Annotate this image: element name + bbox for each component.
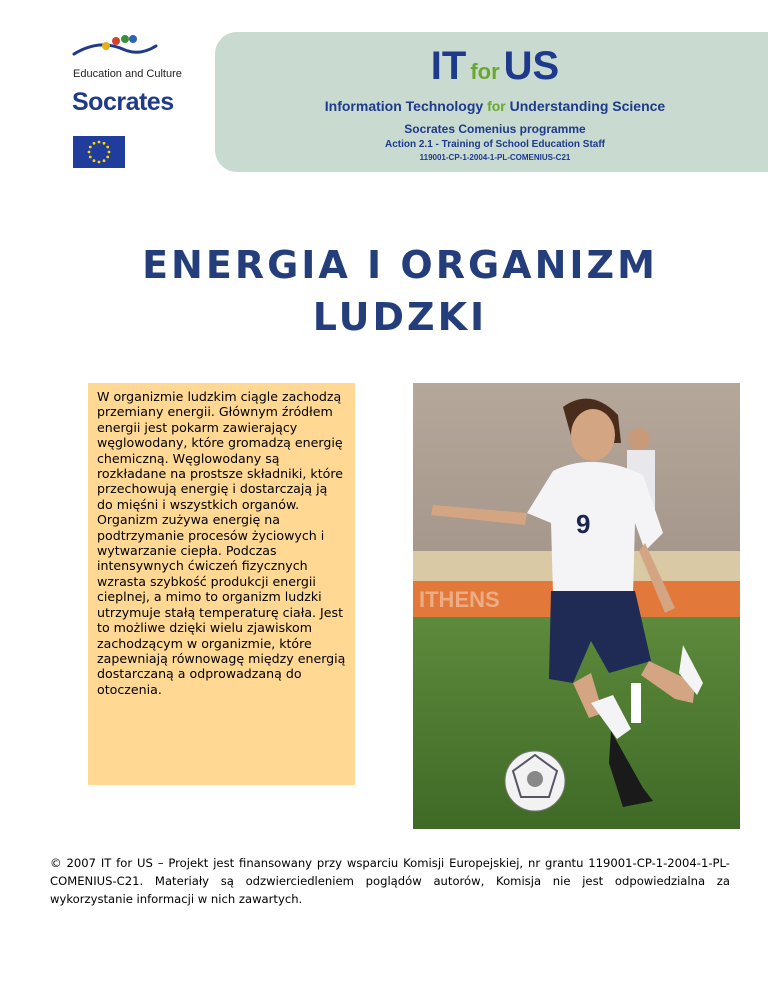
programme-name: Socrates Comenius programme xyxy=(404,122,586,136)
soccer-player-photo xyxy=(413,383,740,829)
org-label: Education and Culture xyxy=(73,68,182,80)
svg-text:ITHENS: ITHENS xyxy=(419,587,500,612)
brand-it: IT xyxy=(430,44,467,88)
eu-flag-icon xyxy=(73,136,125,168)
brand-us: US xyxy=(503,44,560,88)
program-logo: Socrates xyxy=(72,88,174,116)
page-title xyxy=(40,240,760,343)
programme-code: 119001-CP-1-2004-1-PL-COMENIUS-C21 xyxy=(419,153,571,162)
programme-action: Action 2.1 - Training of School Education Staff xyxy=(384,139,605,150)
socrates-swoosh-logo xyxy=(70,32,160,62)
title-line-1: ENERGIA I ORGANIZM xyxy=(142,243,658,287)
footer-copyright: © 2007 IT for US – Projekt jest finansowany przy wsparciu Komisji Europejskiej, nr grantu 119001-CP-1-2004-1-PL-COMENIUS-C21. Materiały są odzwierciedleniem poglądów autorów, Komisja nie jest odpowiedzialna za wykorzystanie informacji w nich zawartych. xyxy=(50,856,730,906)
brand-title xyxy=(215,44,768,89)
header-banner xyxy=(215,32,768,172)
brand-subtitle: Information Technology for Understanding Science xyxy=(324,98,666,114)
brand-for: for xyxy=(470,59,500,84)
info-text-box xyxy=(88,383,355,785)
svg-text:9: 9 xyxy=(576,509,591,539)
title-line-2: LUDZKI xyxy=(312,294,488,339)
info-text: W organizmie ludzkim ciągle zachodzą przemiany energii. Głównym źródłem energii jest pokarm zawierający węglowodany, które gromadzą energię chemiczną. Węglowodany są rozkładane na prostsze składniki, które przechowują energię i dostarczają ją do mięśni i wszystkich organów. Organizm zużywa energię na podtrzymanie procesów życiowych i wytwarzanie ciepła. Podczas intensywnych ćwiczeń fizycznych wzrasta szybkość produkcji energii cieplnej, a mimo to organizm ludzki utrzymuje stałą temperaturę ciała. Jest to możliwe dzięki wielu zjawiskom zachodzącym w organizmie, które zapewniają równowagę między energią dostarczaną a odprowadzaną do otoczenia. xyxy=(97,389,346,697)
